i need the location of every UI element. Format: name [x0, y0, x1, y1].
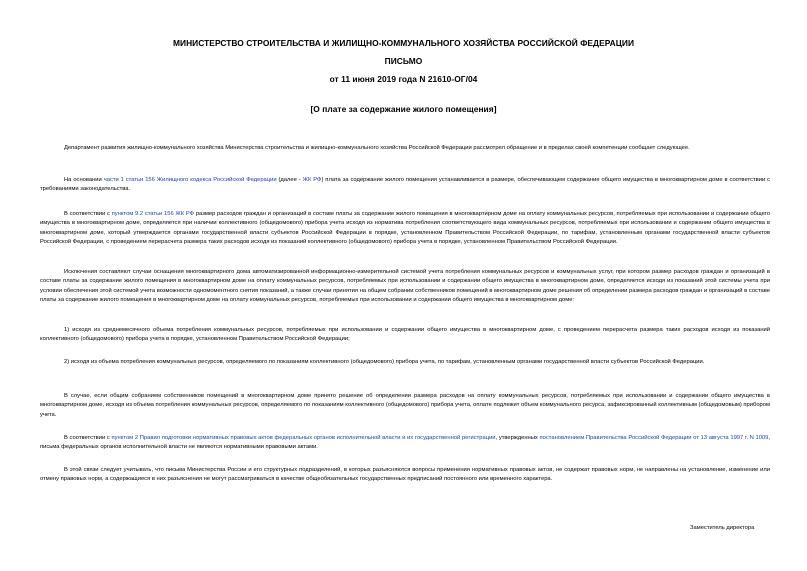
paragraph-text: , утвержденных [495, 435, 540, 441]
link-rules-point-2[interactable]: пунктом 2 Правил подготовки нормативных правовых актов федеральных органов исполнительной власти и их государственной регистрации [111, 435, 496, 441]
paragraph-text: На основании [64, 177, 104, 183]
link-zhk-rf[interactable]: ЖК РФ [302, 177, 322, 183]
link-housing-code-art156[interactable]: части 1 статьи 156 Жилищного кодекса Российской Федерации [103, 177, 277, 183]
paragraph-legal-basis [40, 176, 770, 195]
signature-position: Заместитель директора [690, 525, 755, 531]
paragraph-text: , письма федеральных органов исполнительной власти не являются нормативными правовыми актами. [40, 435, 771, 451]
paragraph-text: размер расходов граждан и организаций в составе платы за содержание жилого помещения в многоквартирном доме на оплату коммунальных ресурсов, потребляемых при использовании и содержании общего имущества в многоквартирном доме, определяется при наличии коллективного (общедомового) прибора учета исходя из норматива потребления соответствующего вида коммунальных ресурсов, потребляемых при использовании и содержании общего имущества в многоквартирном доме, который утверждается органами государственной власти субъектов Российской Федерации в порядке, установленном Правительством Российской Федерации, по тарифам, установленным органами государственной власти субъектов Российской Федерации, с проведением перерасчета размера таких расходов исходя из показаний коллективного (общедомового) прибора учета в порядке, установленном Правительством Российской Федерации. [40, 211, 771, 245]
paragraph-item-1: 1) исходя из среднемесячного объема потребления коммунальных ресурсов, потребляемых при использовании и содержании общего имущества в многоквартирном доме, с проведением перерасчета размера таких расходов исходя из показаний коллективного (общедомового) прибора учета в порядке, установленном Правительством Российской Федерации; [40, 327, 770, 343]
link-art156-p9-2[interactable]: пунктом 9.2 статьи 156 ЖК РФ [111, 211, 195, 217]
paragraph-intro: Департамент развития жилищно-коммунального хозяйства Министерства строительства и жилищно-коммунального хозяйства Российской Федерации рассмотрел обращение и в пределах своей компетенции сообщает следующее. [64, 145, 690, 151]
paragraph-exceptions: Исключения составляют случаи оснащения многоквартирного дома автоматизированной информационно-измерительной системой учета потребления коммунальных ресурсов и коммунальных услуг, при котором размер расходов граждан и организаций в составе платы за содержание жилого помещения в многоквартирном доме на оплату коммунальных ресурсов, потребляемых при использовании и содержании общего имущества в многоквартирном доме, определяется исходя из показаний этой системы учета при условии обеспечения этой системой учета возможности одномоментного снятия показаний, а также случаи принятия на общем собрании собственников помещений в многоквартирном доме решения об определении размера расходов граждан и организаций в составе платы за содержание жилого помещения в многоквартирном доме на оплату коммунальных ресурсов, потребляемых при использовании и содержании общего имущества в многоквартирном доме: [40, 269, 770, 303]
document-date-number: от 11 июня 2019 года N 21610-ОГ/04 [329, 74, 478, 84]
document-type: ПИСЬМО [384, 56, 423, 66]
paragraph-item-2: 2) исходя из объема потребления коммунальных ресурсов, определяемого по показаниям коллективного (общедомового) прибора учета, по тарифам, установленным органами государственной власти субъектов Российской Федерации. [64, 359, 705, 365]
paragraph-art-9-2 [40, 210, 770, 247]
paragraph-letters-status: В этой связи следует учитывать, что письма Министерства России и его структурных подразделений, в которых разъясняются вопросы применения нормативных правовых актов, не содержат правовых норм, не направлены на установление, изменение или отмену правовых норм, а содержащиеся в них разъяснения не могут рассматриваться в качестве общеобязательных государственных предписаний постоянного или временного характера. [40, 467, 770, 483]
paragraph-regulations [40, 434, 770, 453]
paragraph-text: В соответствии с [64, 211, 112, 217]
ministry-title: МИНИСТЕРСТВО СТРОИТЕЛЬСТВА И ЖИЛИЩНО-КОММУНАЛЬНОГО ХОЗЯЙСТВА РОССИЙСКОЙ ФЕДЕРАЦИИ [172, 38, 635, 48]
paragraph-text: В соответствии с [64, 435, 112, 441]
paragraph-text: ) плата за содержание жилого помещения устанавливается в размере, обеспечивающем содержание общего имущества в многоквартирном доме в соответствии с требованиями законодательства. [40, 177, 770, 193]
paragraph-text: (далее - [276, 177, 303, 183]
paragraph-general-meeting: В случае, если общим собранием собственников помещений в многоквартирном доме принято решение об определении размера расходов на оплату коммунальных ресурсов, потребляемых при использовании и содержании общего имущества в многоквартирном доме, исходя из объема потребления коммунальных ресурсов, определяемого по показаниям коллективного (общедомового) прибора учета, оплате подлежит объем коммунального ресурса, зафиксированный коллективным (общедомовым) прибором учета. [40, 393, 770, 418]
document-subject: [О плате за содержание жилого помещения] [310, 104, 497, 114]
link-government-resolution-1009[interactable]: постановлением Правительства Российской Федерации от 13 августа 1997 г. N 1009 [539, 435, 769, 441]
